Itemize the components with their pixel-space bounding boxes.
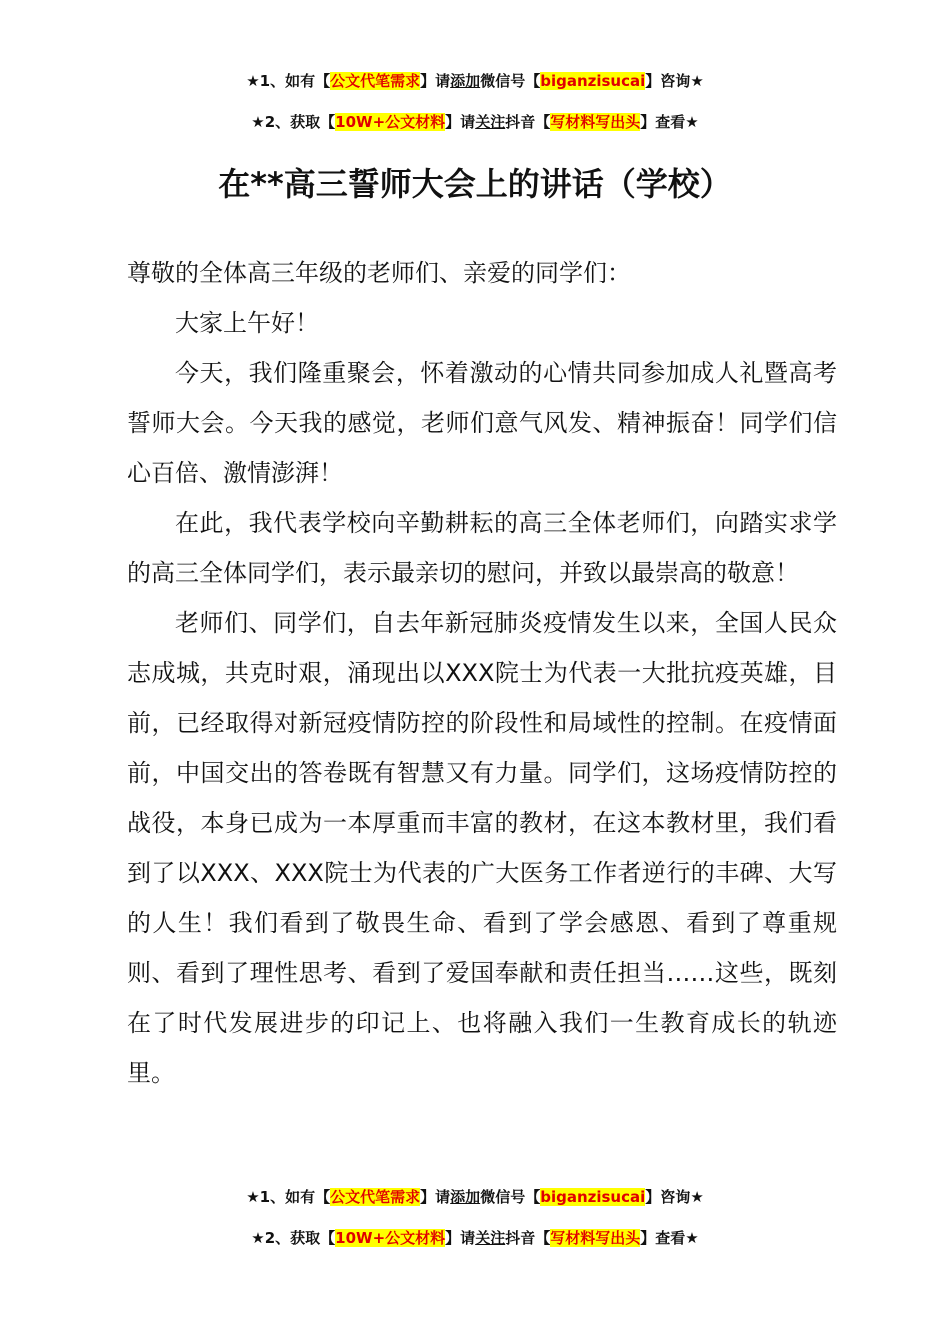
promo-highlight: 公文代笔需求 xyxy=(330,72,421,90)
star-icon: ★ xyxy=(690,1188,704,1206)
bracket-open: 【 xyxy=(535,113,551,131)
promo-highlight: 10W+公文材料 xyxy=(335,113,446,131)
promo-text: 2、获取 xyxy=(264,1229,321,1247)
star-icon: ★ xyxy=(685,113,699,131)
header-promo-line-1 xyxy=(0,70,950,92)
document-title: 在**高三誓师大会上的讲话（学校） xyxy=(218,165,732,203)
promo-text: 咨询 xyxy=(660,1188,691,1206)
star-icon: ★ xyxy=(690,72,704,90)
promo-text: 微信号 xyxy=(480,1188,526,1206)
promo-highlight: 10W+公文材料 xyxy=(335,1229,446,1247)
promo-text: 查看 xyxy=(655,113,686,131)
promo-underlined: 添加 xyxy=(450,72,481,90)
bracket-open: 【 xyxy=(525,72,541,90)
bracket-open: 【 xyxy=(320,113,336,131)
header-promo-line-2 xyxy=(0,111,950,133)
promo-text: 请 xyxy=(460,113,476,131)
footer-promo-line-2 xyxy=(0,1227,950,1249)
bracket-close: 】 xyxy=(420,1188,436,1206)
bracket-close: 】 xyxy=(445,1229,461,1247)
promo-highlight: 公文代笔需求 xyxy=(330,1188,421,1206)
promo-highlight: 写材料写出头 xyxy=(550,1229,641,1247)
promo-text: 抖音 xyxy=(505,113,536,131)
promo-highlight: 写材料写出头 xyxy=(550,113,641,131)
bracket-open: 【 xyxy=(315,72,331,90)
promo-highlight: biganzisucai xyxy=(540,72,646,90)
promo-text: 请 xyxy=(435,1188,451,1206)
bracket-open: 【 xyxy=(535,1229,551,1247)
paragraph: 今天，我们隆重聚会，怀着激动的心情共同参加成人礼暨高考誓师大会。今天我的感觉，老师们意气风发、精神振奋！同学们信心百倍、激情澎湃！ xyxy=(127,359,837,487)
bracket-close: 】 xyxy=(640,1229,656,1247)
bracket-open: 【 xyxy=(320,1229,336,1247)
promo-text: 2、获取 xyxy=(264,113,321,131)
bracket-open: 【 xyxy=(525,1188,541,1206)
promo-underlined: 添加 xyxy=(450,1188,481,1206)
promo-text: 1、如有 xyxy=(259,72,316,90)
bracket-close: 】 xyxy=(645,72,661,90)
bracket-open: 【 xyxy=(315,1188,331,1206)
star-icon: ★ xyxy=(251,1229,265,1247)
promo-text: 查看 xyxy=(655,1229,686,1247)
paragraph: 大家上午好！ xyxy=(175,309,319,337)
footer-promo-line-1 xyxy=(0,1186,950,1208)
promo-text: 请 xyxy=(435,72,451,90)
promo-text: 微信号 xyxy=(480,72,526,90)
bracket-close: 】 xyxy=(420,72,436,90)
promo-text: 咨询 xyxy=(660,72,691,90)
paragraph: 在此，我代表学校向辛勤耕耘的高三全体老师们，向踏实求学的高三全体同学们，表示最亲切的慰问，并致以最崇高的敬意！ xyxy=(127,509,837,587)
promo-text: 请 xyxy=(460,1229,476,1247)
star-icon: ★ xyxy=(246,72,260,90)
bracket-close: 】 xyxy=(645,1188,661,1206)
promo-text: 抖音 xyxy=(505,1229,536,1247)
promo-underlined: 关注 xyxy=(475,1229,506,1247)
star-icon: ★ xyxy=(251,113,265,131)
promo-underlined: 关注 xyxy=(475,113,506,131)
star-icon: ★ xyxy=(246,1188,260,1206)
paragraph: 老师们、同学们，自去年新冠肺炎疫情发生以来，全国人民众志成城，共克时艰，涌现出以XXX院士为代表一大批抗疫英雄，目前，已经取得对新冠疫情防控的阶段性和局域性的控制。在疫情面前，中国交出的答卷既有智慧又有力量。同学们，这场疫情防控的战役，本身已成为一本厚重而丰富的教材，在这本教材里，我们看到了以XXX、XXX院士为代表的广大医务工作者逆行的丰碑、大写的人生！我们看到了敬畏生命、看到了学会感恩、看到了尊重规则、看到了理性思考、看到了爱国奉献和责任担当……这些，既刻在了时代发展进步的印记上、也将融入我们一生教育成长的轨迹里。 xyxy=(127,609,837,1087)
bracket-close: 】 xyxy=(445,113,461,131)
star-icon: ★ xyxy=(685,1229,699,1247)
document-body xyxy=(127,248,837,1098)
bracket-close: 】 xyxy=(640,113,656,131)
salutation: 尊敬的全体高三年级的老师们、亲爱的同学们： xyxy=(127,259,631,287)
promo-text: 1、如有 xyxy=(259,1188,316,1206)
promo-highlight: biganzisucai xyxy=(540,1188,646,1206)
